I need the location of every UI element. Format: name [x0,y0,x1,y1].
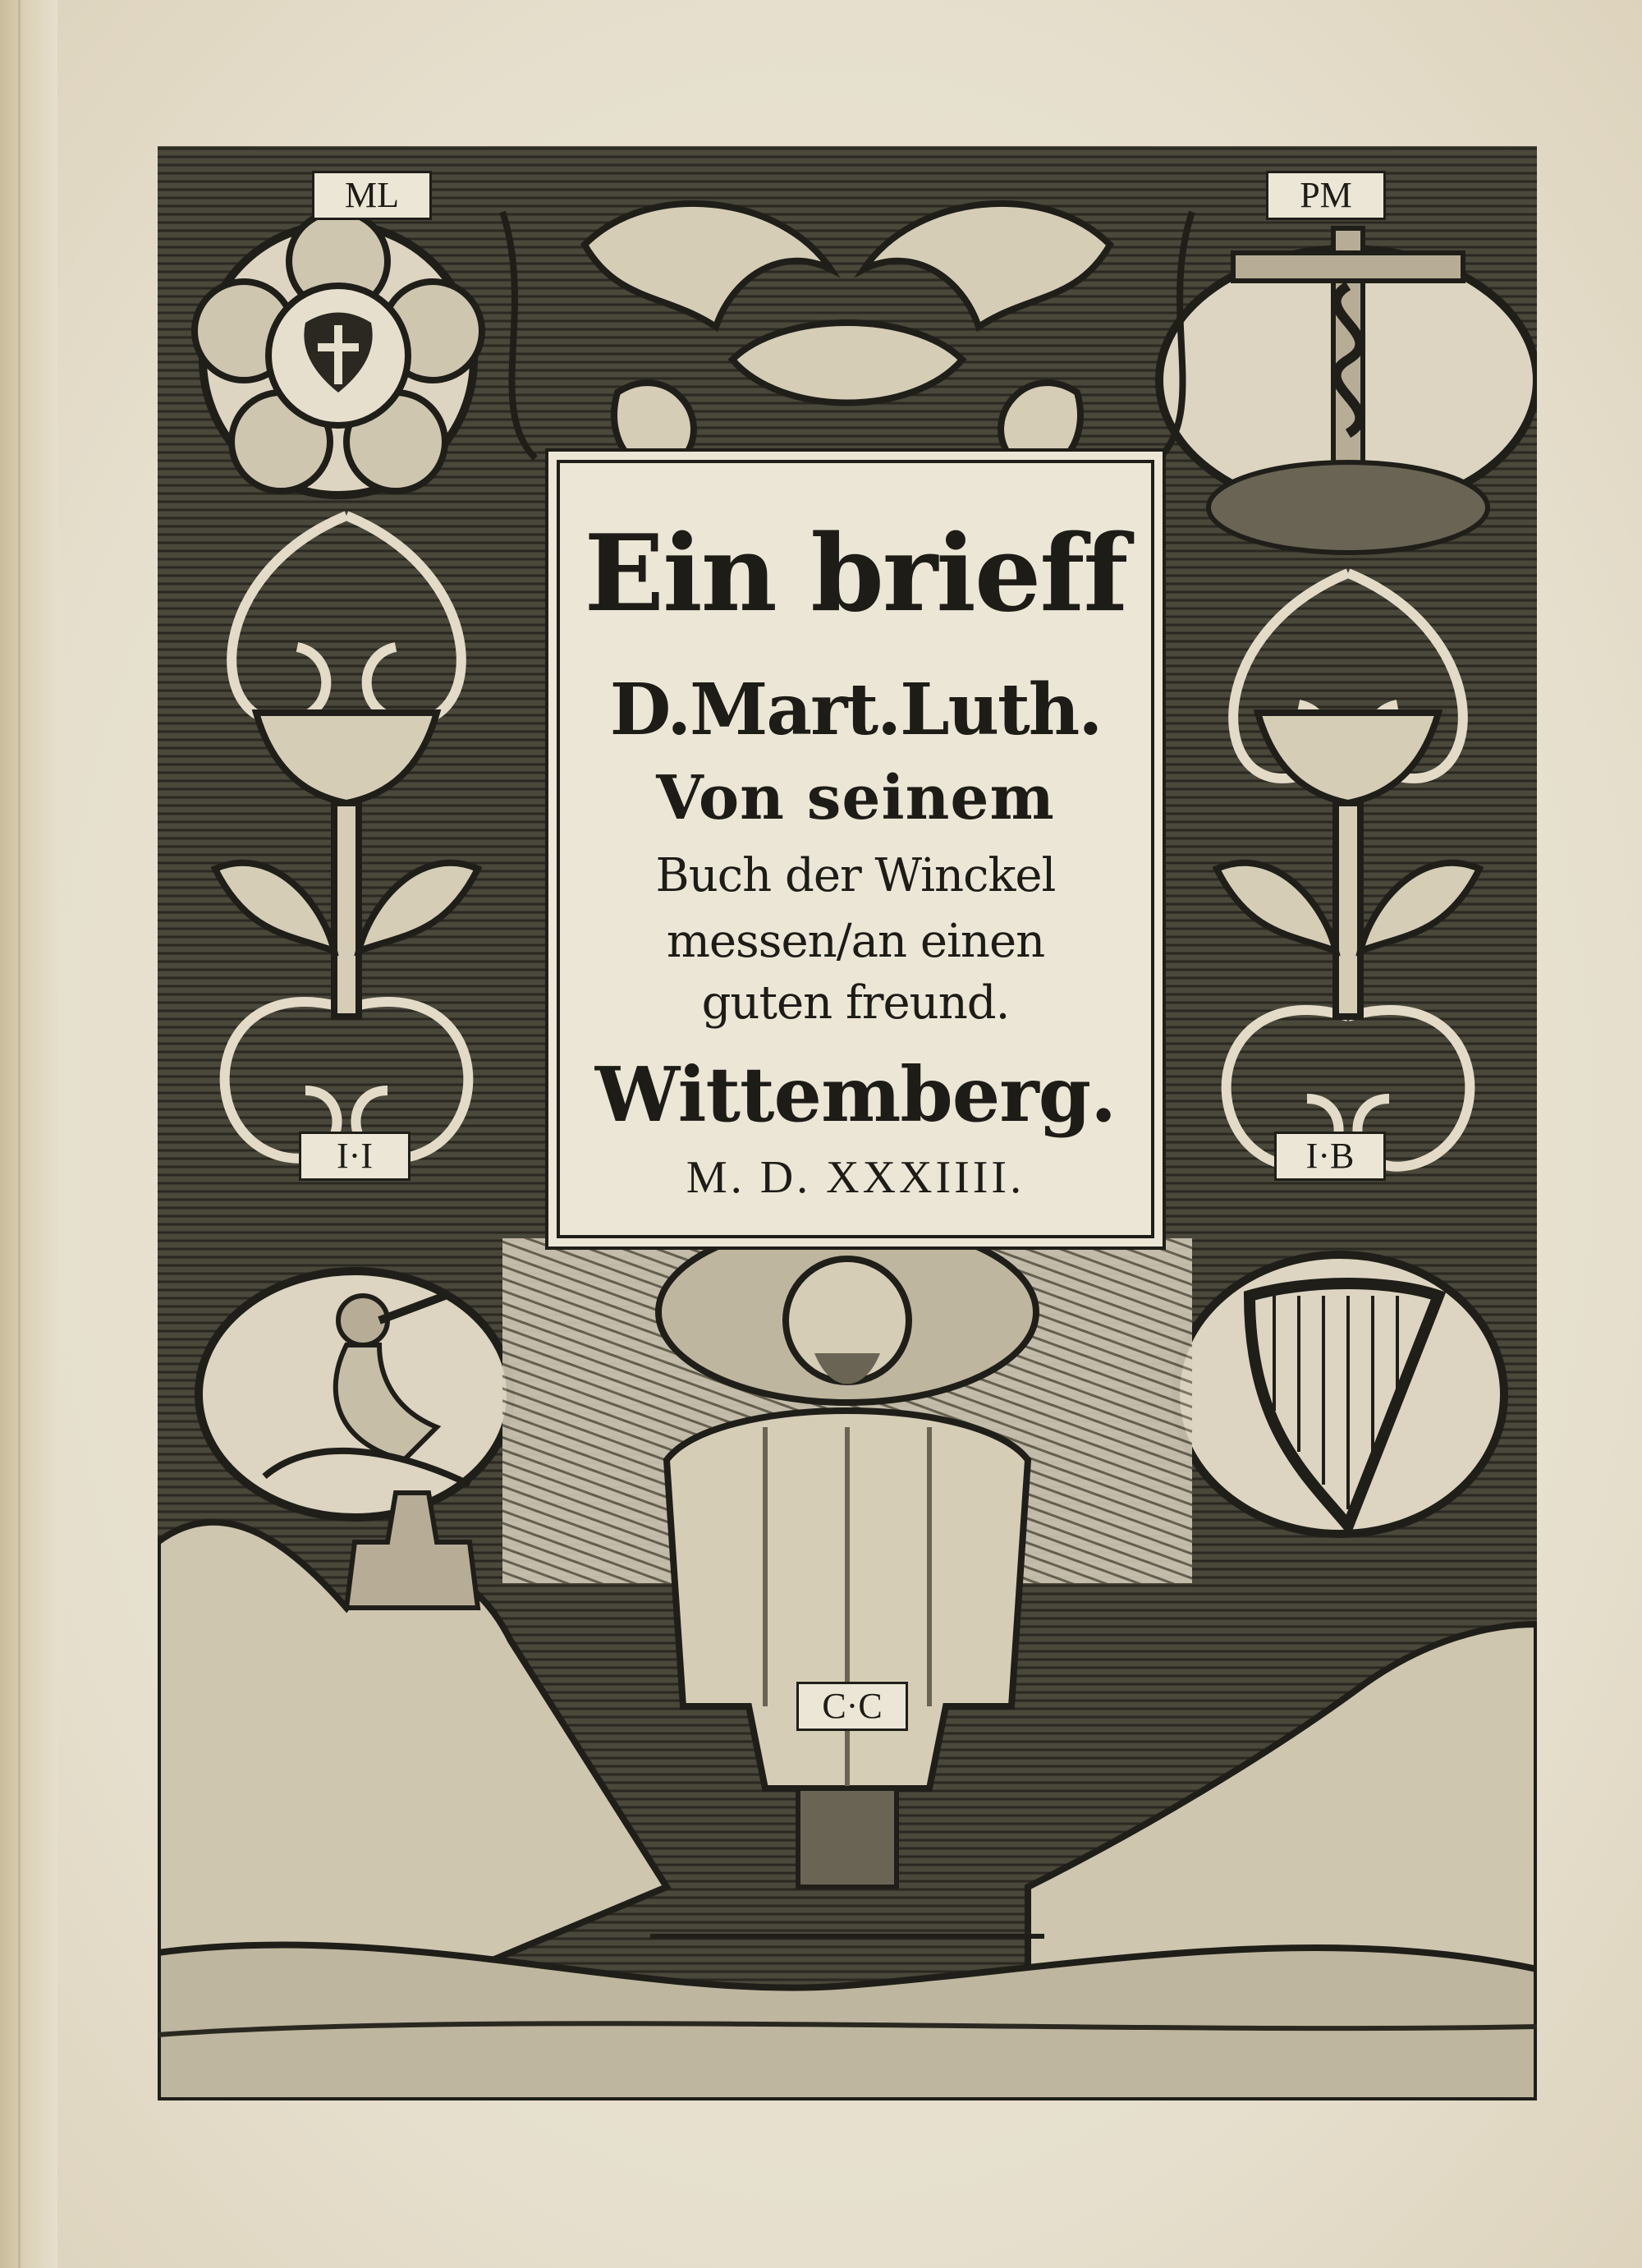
cartouche-mid-left: I·I [299,1132,410,1181]
cartouche-top-right: PM [1266,171,1386,220]
author-line: D.Mart.Luth. [609,668,1102,751]
subtitle-line-4: guten freund. [701,976,1010,1030]
subtitle-line-1: Von seinem [656,763,1055,833]
cartouche-top-left: ML [312,171,432,220]
horn-blower-medallion [199,1271,511,1517]
cartouche-mid-right: I·B [1274,1132,1386,1181]
date-of-printing: M. D. XXXIIII. [686,1152,1025,1203]
subtitle-line-2: Buch der Winckel [655,849,1056,902]
place-of-printing: Wittemberg. [594,1050,1117,1139]
spine-fold-line [18,0,21,2268]
title-text-panel [557,460,1154,1238]
harp-icon [1176,1255,1504,1534]
page-spine-edge [0,0,57,2268]
subtitle-line-3: messen/an einen [666,915,1045,968]
cartouche-bottom-center: C·C [796,1682,908,1731]
title-line: Ein brieff [584,512,1127,636]
